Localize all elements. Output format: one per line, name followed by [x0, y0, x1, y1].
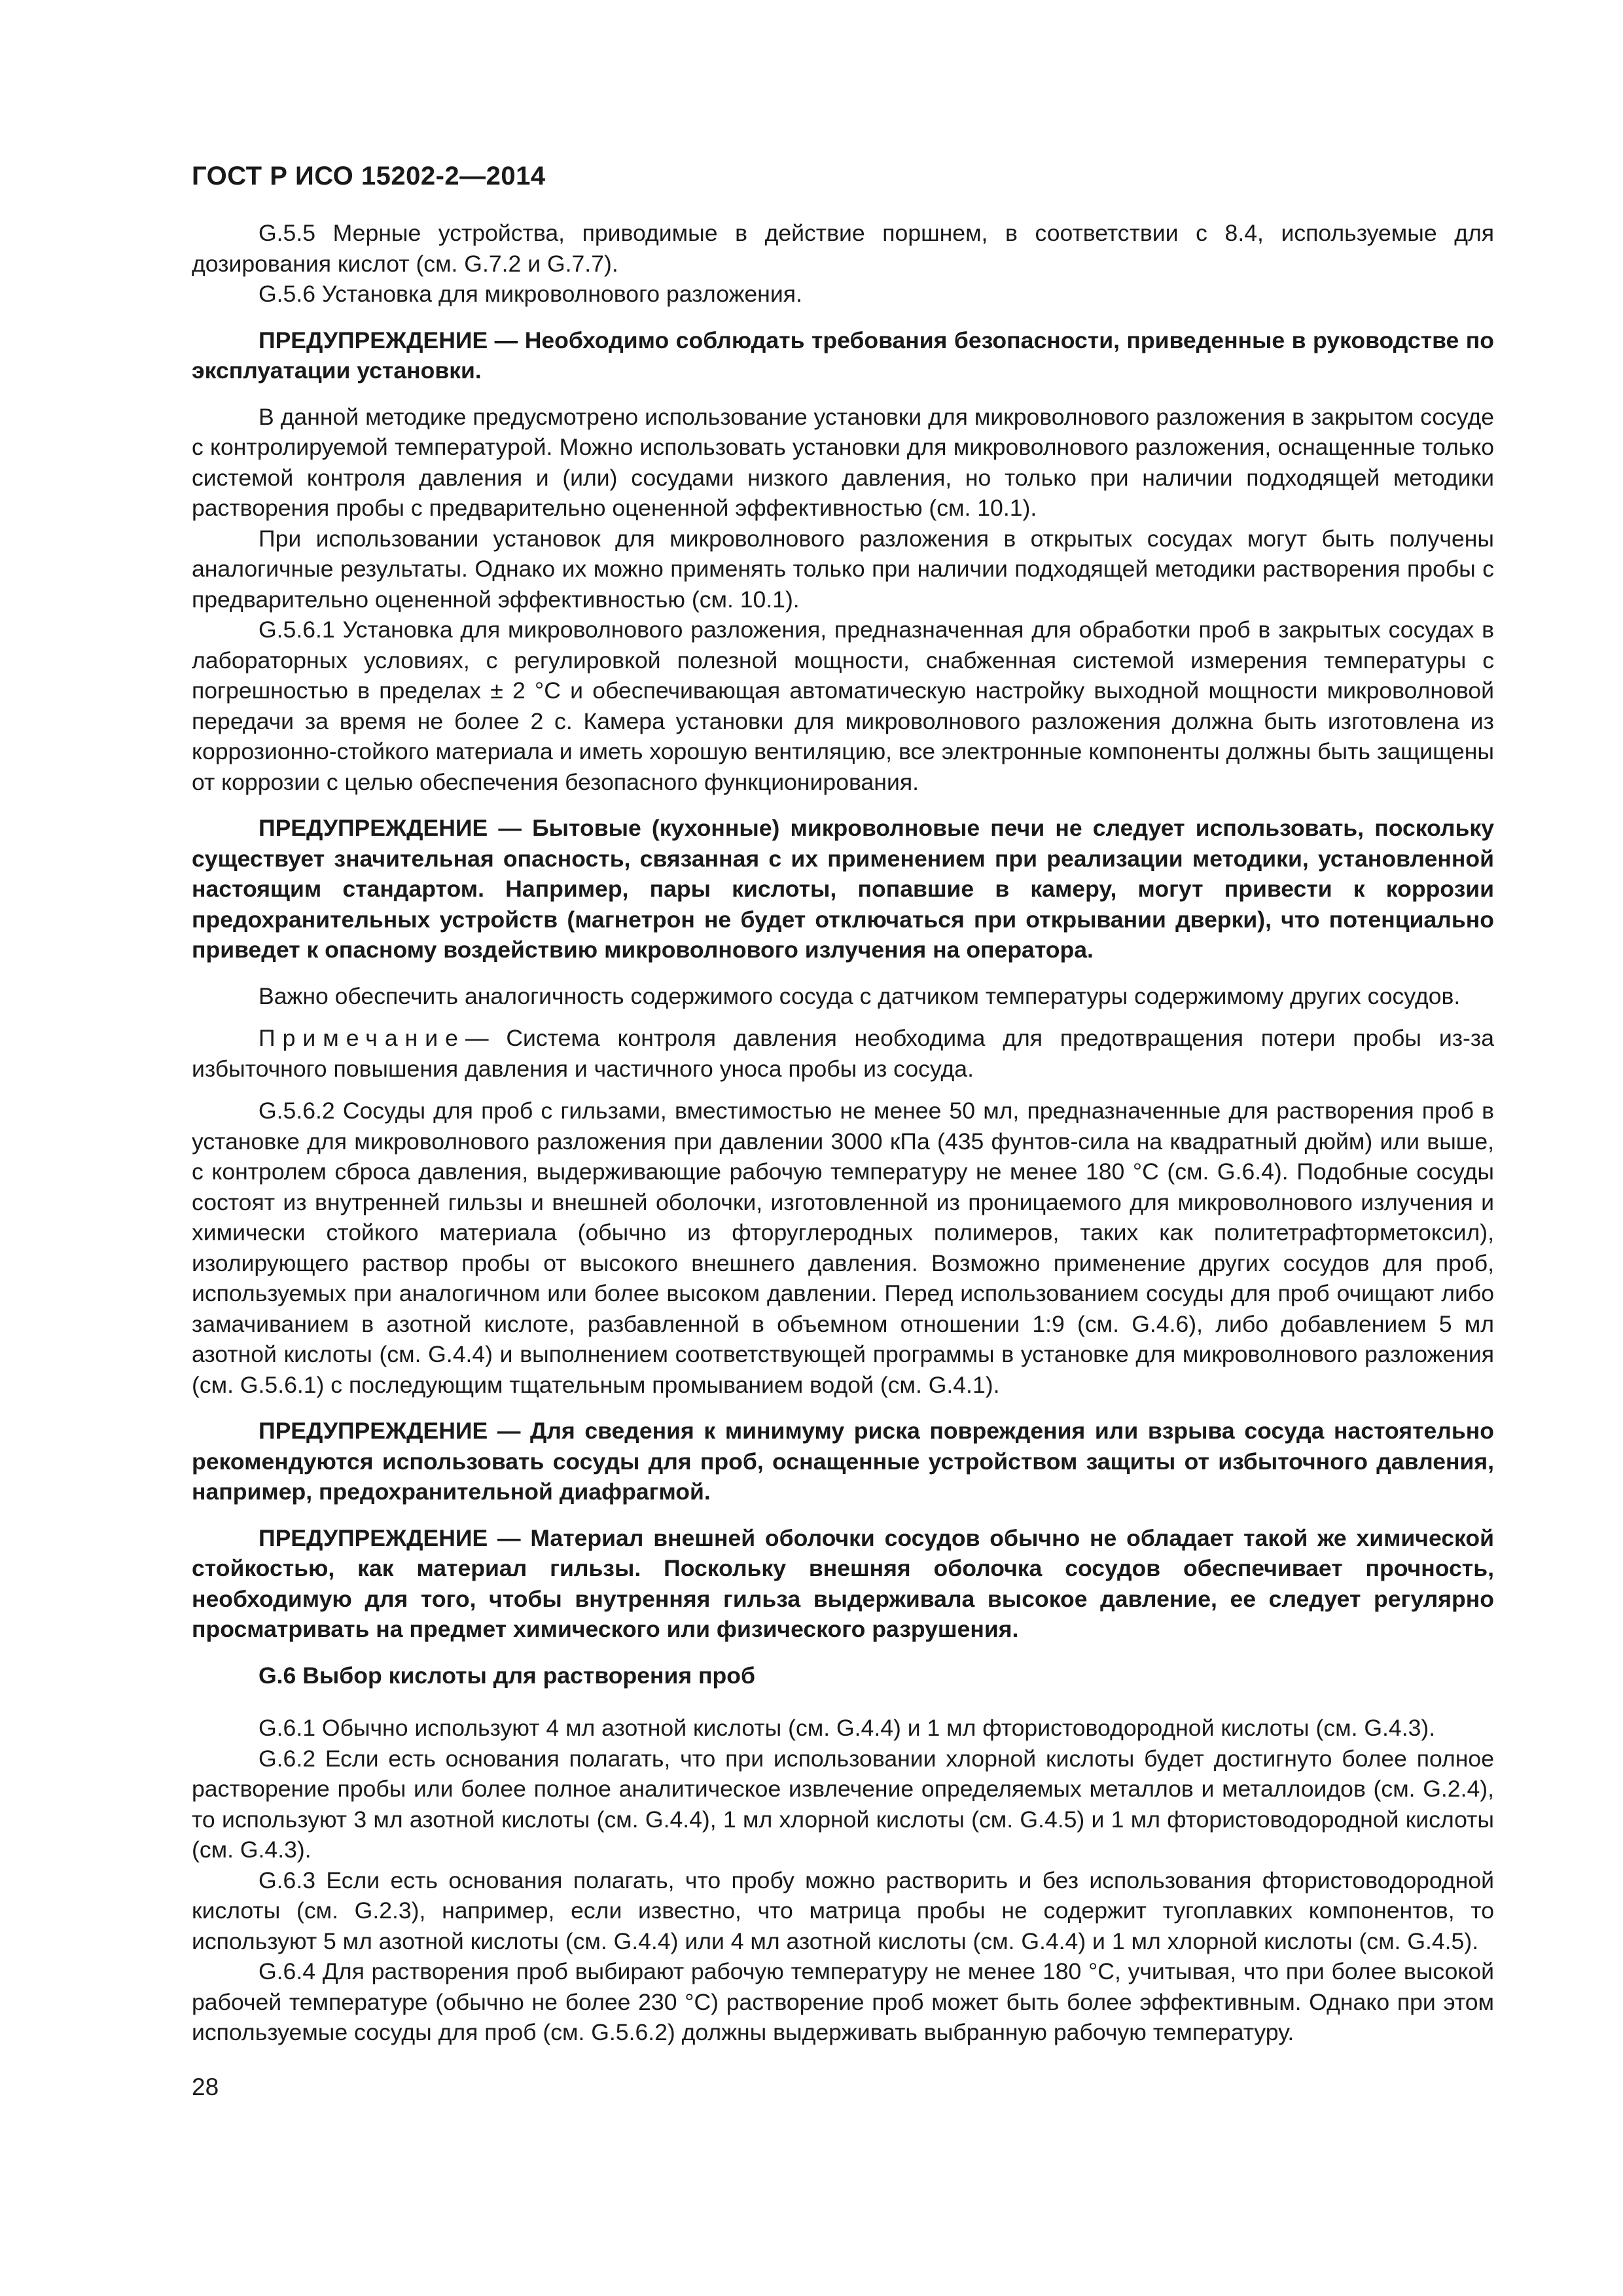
paragraph-g556: G.5.6 Установка для микроволнового разложения. [259, 281, 802, 307]
document-body [192, 218, 1494, 2048]
paragraph-g5562: G.5.6.2 Сосуды для проб с гильзами, вместимостью не менее 50 мл, предназначенные для растворения проб в установке для микроволнового разложения при давлении 3000 кПа (435 фунтов-сила на квадратный дюйм) или выше, с контролем сброса давления, выдерживающие рабочую температуру не менее 180 °С (см. G.6.4). Подобные сосуды состоят из внутренней гильзы и внешней оболочки, изготовленной из проницаемого для микроволнового излучения и химически стойкого материала (обычно из фторуглеродных полимеров, таких как политетрафторметоксил), изолирующего раствор пробы от высокого внешнего давления. Возможно применение других сосудов для проб, используемых при аналогичном или более высоком давлении. Перед использованием сосуды для проб очищают либо замачиванием в азотной кислоте, разбавленной в объемном отношении 1:9 (см. G.4.6), либо добавлением 5 мл азотной кислоты (см. G.4.4) и выполнением соответствующей программы в установке для микроволнового разложения (см. G.5.6.1) с последующим тщательным промыванием водой (см. G.4.1). [192, 1098, 1494, 1398]
paragraph-g61: G.6.1 Обычно используют 4 мл азотной кислоты (см. G.4.4) и 1 мл фтористоводородной кислоты (см. G.4.3). [259, 1715, 1436, 1741]
warning-paragraph: ПРЕДУПРЕЖДЕНИЕ — Необходимо соблюдать требования безопасности, приведенные в руководстве по эксплуатации установки. [192, 327, 1494, 384]
paragraph-g555: G.5.5 Мерные устройства, приводимые в действие поршнем, в соответствии с 8.4, используемые для дозирования кислот (см. G.7.2 и G.7.7). [192, 220, 1494, 277]
warning-paragraph: ПРЕДУПРЕЖДЕНИЕ — Для сведения к минимуму риска повреждения или взрыва сосуда настоятельно рекомендуются использовать сосуды для проб, оснащенные устройством защиты от избыточного давления, например, предохранительной диафрагмой. [192, 1418, 1494, 1505]
section-heading-g6: G.6 Выбор кислоты для растворения проб [259, 1662, 755, 1689]
paragraph-g5561: G.5.6.1 Установка для микроволнового разложения, предназначенная для обработки проб в закрытых сосудах в лабораторных условиях, с регулировкой полезной мощности, снабженная системой измерения температуры с погрешностью в пределах ± 2 °С и обеспечивающая автоматическую настройку выходной мощности микроволновой передачи за время не более 2 с. Камера установки для микроволнового разложения должна быть изготовлена из коррозионно-стойкого материала и иметь хорошую вентиляцию, все электронные компоненты должны быть защищены от коррозии с целью обеспечения безопасного функционирования. [192, 617, 1494, 795]
paragraph-important: Важно обеспечить аналогичность содержимого сосуда с датчиком температуры содержимому других сосудов. [259, 982, 1461, 1009]
paragraph-g62: G.6.2 Если есть основания полагать, что при использовании хлорной кислоты будет достигнуто более полное растворение пробы или более полное аналитическое извлечение определяемых металлов и металлоидов (см. G.2.4), то используют 3 мл азотной кислоты (см. G.4.4), 1 мл хлорной кислоты (см. G.4.5) и 1 мл фтористоводородной кислоты (см. G.4.3). [192, 1745, 1494, 1863]
paragraph-g64: G.6.4 Для растворения проб выбирают рабочую температуру не менее 180 °С, учитывая, что при более высокой рабочей температуре (обычно не более 230 °С) растворение проб может быть более эффективным. Однако при этом используемые сосуды для проб (см. G.5.6.2) должны выдерживать выбранную рабочую температуру. [192, 1958, 1494, 2045]
warning-paragraph: ПРЕДУПРЕЖДЕНИЕ — Материал внешней оболочки сосудов обычно не обладает такой же химической стойкостью, как материал гильзы. Поскольку внешняя оболочка сосудов обеспечивает прочность, необходимую для того, чтобы внутренняя гильза выдерживала высокое давление, ее следует регулярно просматривать на предмет химического или физического разрушения. [192, 1524, 1494, 1642]
note-paragraph [192, 1023, 1494, 1084]
note-label: Примечание [259, 1025, 465, 1051]
paragraph-open-vessel: При использовании установок для микроволнового разложения в открытых сосудах могут быть получены аналогичные результаты. Однако их можно применять только при наличии подходящей методики растворения пробы с предварительно оцененной эффективностью (см. 10.1). [192, 525, 1494, 613]
paragraph-closed-vessel: В данной методике предусмотрено использование установки для микроволнового разложения в закрытом сосуде с контролируемой температурой. Можно использовать установки для микроволнового разложения, оснащенные только системой контроля давления и (или) сосудами низкого давления, но только при наличии подходящей методики растворения пробы с предварительно оцененной эффективностью (см. 10.1). [192, 403, 1494, 521]
paragraph-g63: G.6.3 Если есть основания полагать, что пробу можно растворить и без использования фтористоводородной кислоты (см. G.2.3), например, если известно, что матрица пробы не содержит тугоплавких компонентов, то используют 5 мл азотной кислоты (см. G.4.4) или 4 мл азотной кислоты (см. G.4.4) и 1 мл хлорной кислоты (см. G.4.5). [192, 1867, 1494, 1954]
page-number: 28 [192, 2073, 219, 2100]
note-text: — Система контроля давления необходима для предотвращения потери пробы из-за избыточного повышения давления и частичного уноса пробы из сосуда. [192, 1025, 1494, 1082]
warning-paragraph: ПРЕДУПРЕЖДЕНИЕ — Бытовые (кухонные) микроволновые печи не следует использовать, поскольку существует значительная опасность, связанная с их применением при реализации методики, установленной настоящим стандартом. Например, пары кислоты, попавшие в камеру, могут привести к коррозии предохранительных устройств (магнетрон не будет отключаться при открывании дверки), что потенциально приведет к опасному воздействию микроволнового излучения на оператора. [192, 815, 1494, 963]
page-header-doc-code: ГОСТ Р ИСО 15202-2—2014 [192, 162, 546, 190]
